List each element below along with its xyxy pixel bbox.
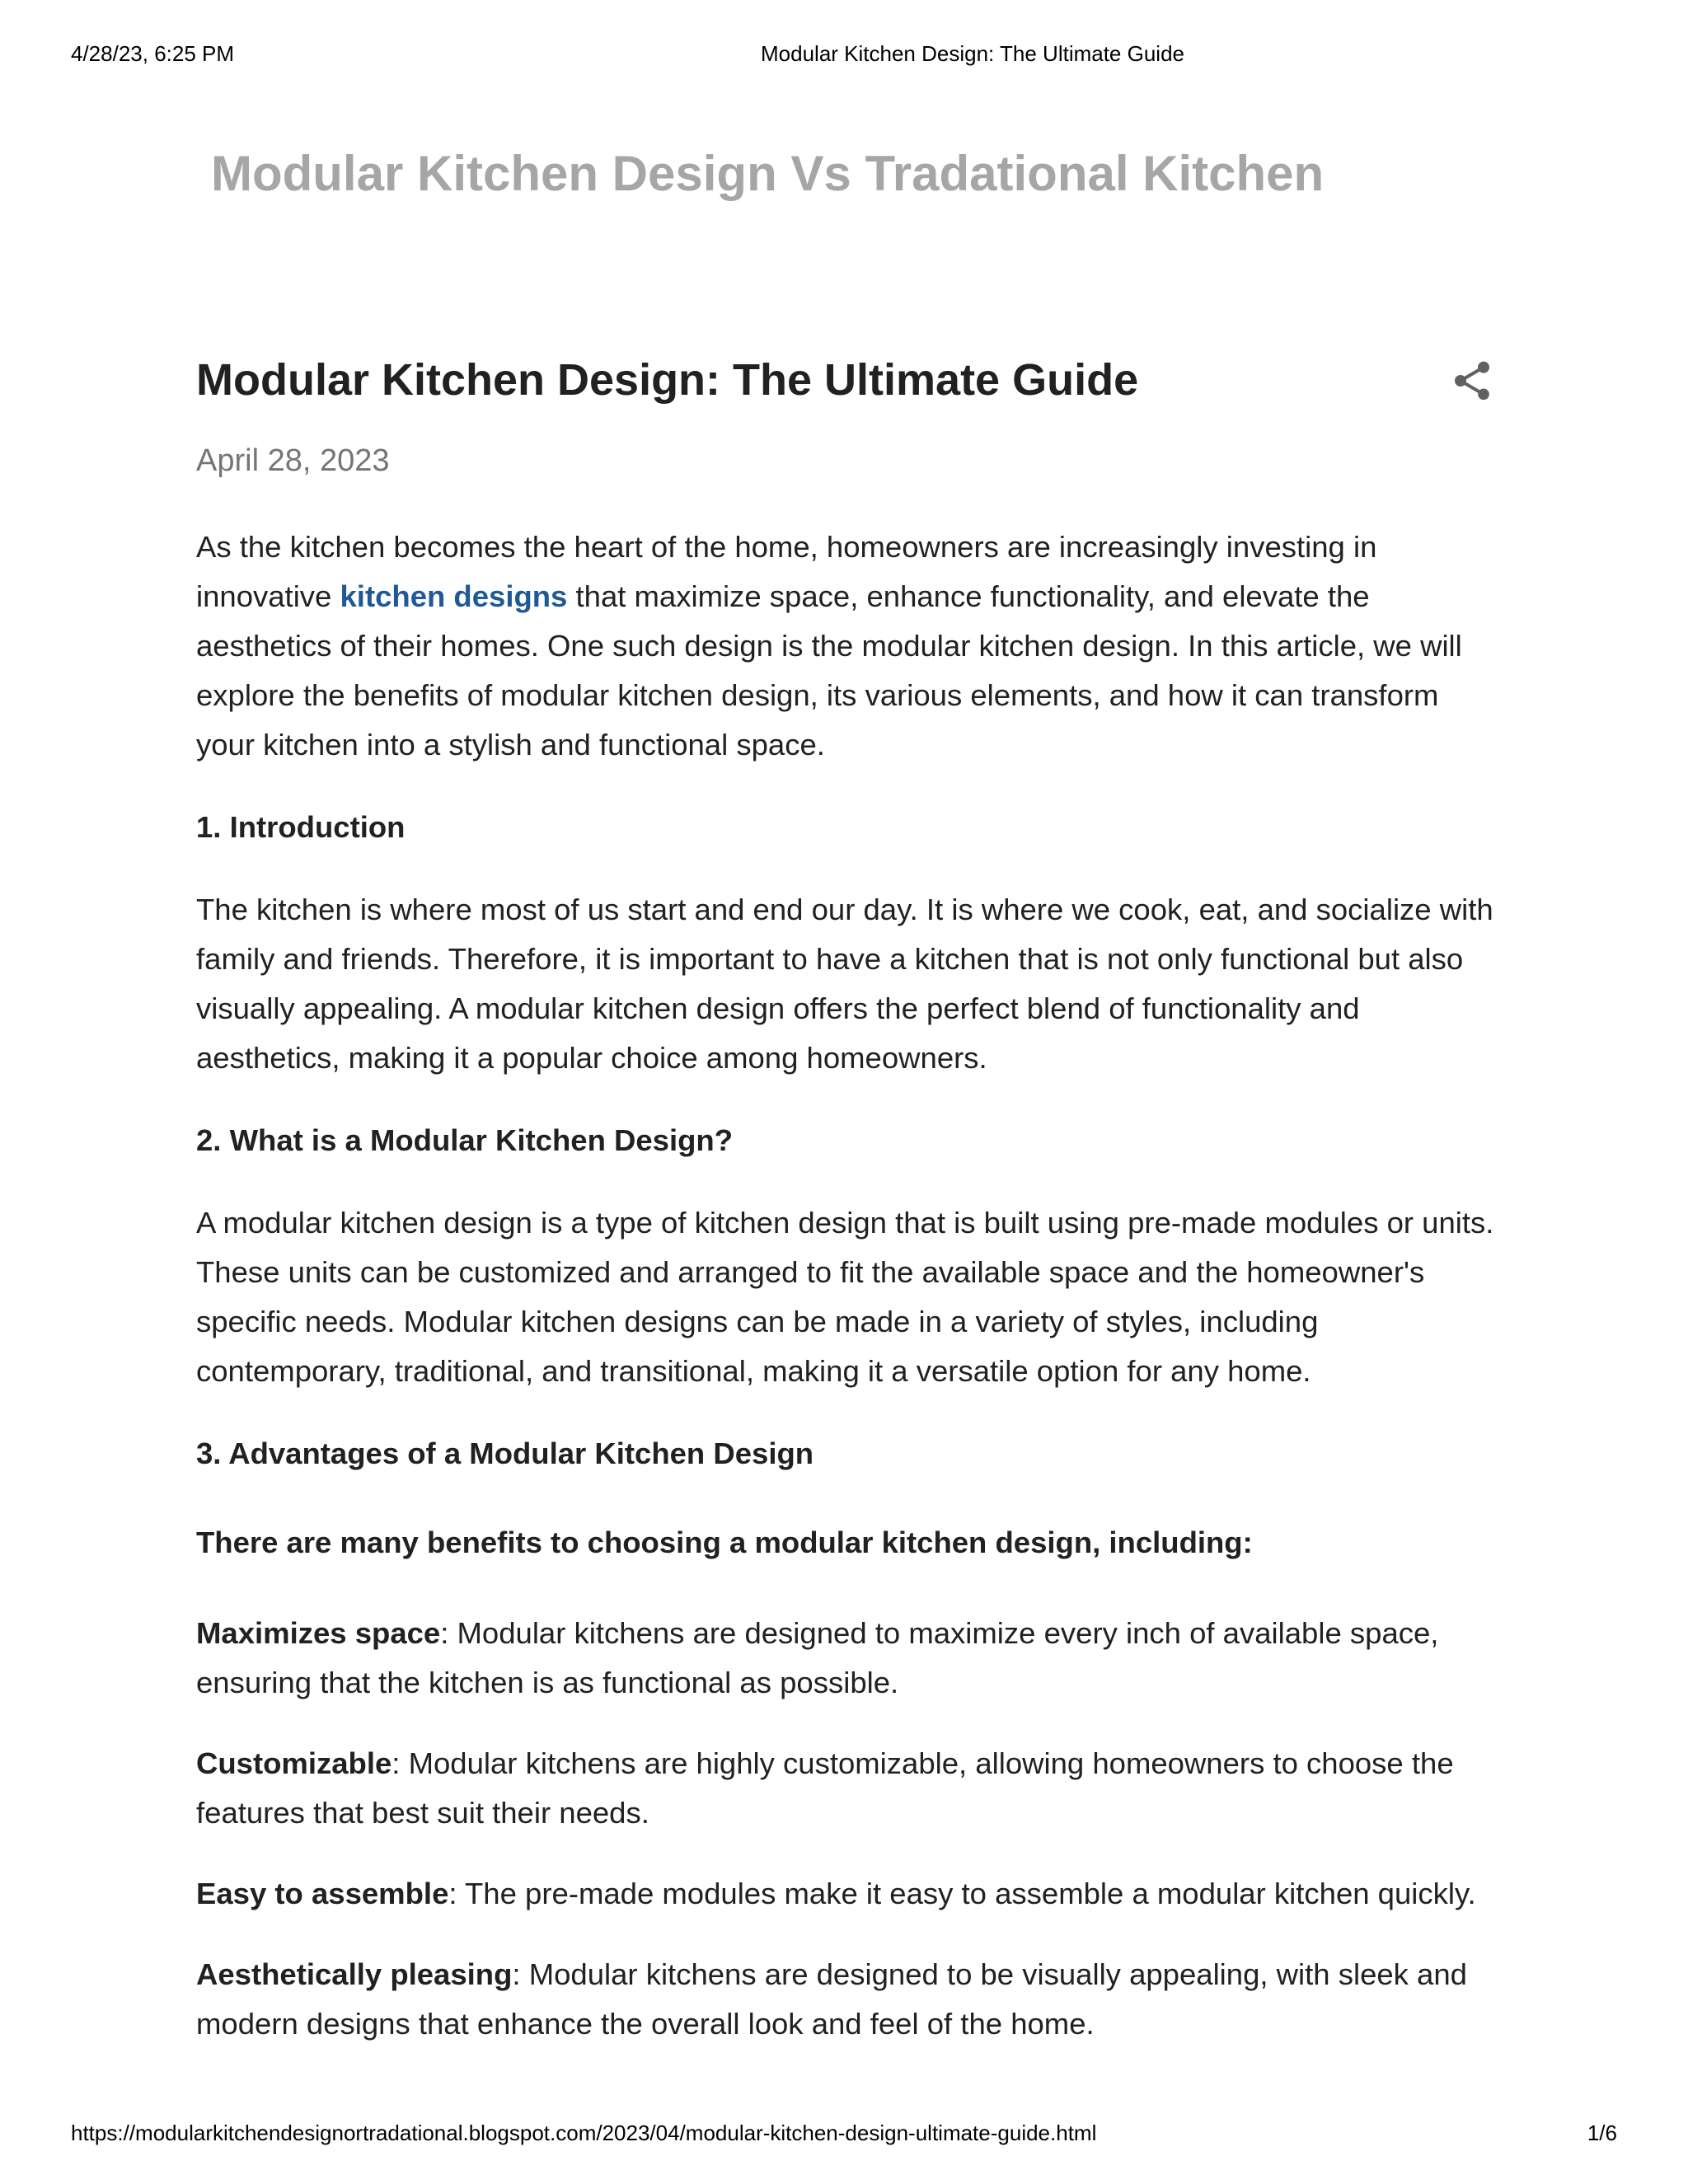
benefit-desc: : The pre-made modules make it easy to assemble a modular kitchen quickly. (448, 1877, 1476, 1910)
post (196, 346, 1498, 2080)
benefits-intro: There are many benefits to choosing a modular kitchen design, including: (196, 1526, 1253, 1559)
section-text-introduction: The kitchen is where most of us start and end our day. It is where we cook, eat, and socialize with family and friends. Therefore, it is important to have a kitchen that is not only functional but also visually appealing. A modular kitchen design offers the perfect blend of functionality and aesthetics, making it a popular choice among homeowners. (196, 893, 1493, 1075)
benefit-term: Aesthetically pleasing (196, 1957, 513, 1991)
print-page-number: 1/6 (1587, 2121, 1617, 2145)
benefit-desc: : Modular kitchens are designed to maximize every inch of available space, ensuring that the kitchen is as functional as possible. (196, 1616, 1439, 1699)
share-icon[interactable] (1449, 358, 1495, 404)
section-heading-introduction: 1. Introduction (196, 810, 406, 844)
print-datetime: 4/28/23, 6:25 PM (71, 41, 235, 66)
benefit-term: Easy to assemble (196, 1877, 449, 1910)
benefit-desc: : Modular kitchens are highly customizable, allowing homeowners to choose the features that best suit their needs. (196, 1746, 1454, 1830)
benefit-item (196, 1950, 1498, 2049)
intro-paragraph (196, 523, 1498, 770)
post-body (196, 523, 1498, 2049)
print-header (0, 41, 1688, 69)
benefit-item (196, 1609, 1498, 1708)
benefit-term: Maximizes space (196, 1616, 441, 1650)
intro-text-after-link: that maximize space, enhance functionality, and elevate the aesthetics of their homes. One such design is the modular kitchen design. In this article, we will explore the benefits of modular kitchen design, its various elements, and how it can transform your kitchen into a stylish and functional space. (196, 579, 1462, 762)
section-heading-what-is: 2. What is a Modular Kitchen Design? (196, 1123, 733, 1157)
section-heading-advantages: 3. Advantages of a Modular Kitchen Design (196, 1436, 814, 1470)
benefit-term: Customizable (196, 1746, 392, 1780)
print-url: https://modularkitchendesignortradational.blogspot.com/2023/04/modular-kitchen-design-ultimate-guide.html (71, 2121, 1097, 2145)
benefit-item (196, 1869, 1498, 1919)
blog-title[interactable]: Modular Kitchen Design Vs Tradational Kitchen (211, 146, 1325, 201)
benefit-item (196, 1739, 1498, 1838)
post-title: Modular Kitchen Design: The Ultimate Guide (196, 355, 1139, 405)
print-footer (0, 2121, 1688, 2149)
kitchen-designs-link[interactable]: kitchen designs (340, 579, 568, 613)
section-text-what-is: A modular kitchen design is a type of kitchen design that is built using pre-made modules or units. These units can be customized and arranged to fit the available space and the homeowner's specific needs. Modular kitchen designs can be made in a variety of styles, including contemporary, traditional, and transitional, making it a versatile option for any home. (196, 1206, 1494, 1388)
post-date: April 28, 2023 (196, 443, 390, 478)
intro-text-before-link: As the kitchen becomes the heart of the home, homeowners are increasingly investing in innovative (196, 530, 1377, 613)
print-page-title: Modular Kitchen Design: The Ultimate Guide (761, 41, 1184, 66)
benefit-desc: : Modular kitchens are designed to be visually appealing, with sleek and modern designs that enhance the overall look and feel of the home. (196, 1957, 1467, 2041)
